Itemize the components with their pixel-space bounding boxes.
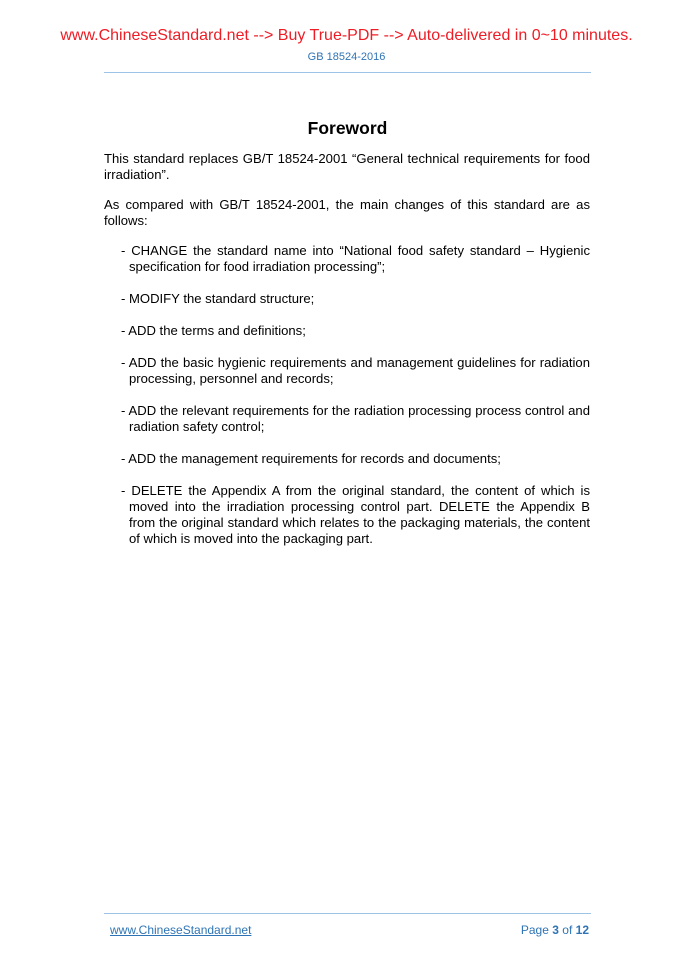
list-item: - DELETE the Appendix A from the original standard, the content of which is moved into the irradiation processing control part. DELETE the Appendix B from the original standard which relates to the packaging materials, the content of which is moved into the packaging part. (121, 483, 590, 546)
footer-website-link[interactable]: www.ChineseStandard.net (110, 923, 252, 937)
changes-list (104, 243, 590, 547)
page-label: Page (520, 923, 549, 937)
page-of-label: of (562, 923, 573, 937)
promo-banner[interactable]: www.ChineseStandard.net --> Buy True-PDF --> Auto-delivered in 0~10 minutes. (60, 27, 633, 44)
foreword-body (104, 151, 590, 563)
changes-intro-paragraph: As compared with GB/T 18524-2001, the main changes of this standard are as follows: (104, 197, 590, 228)
list-item: - CHANGE the standard name into “National food safety standard – Hygienic specification for food irradiation processing”; (121, 243, 590, 274)
footer-divider (104, 913, 591, 914)
total-pages: 12 (575, 923, 589, 937)
current-page: 3 (552, 923, 559, 937)
document-code: GB 18524-2016 (307, 51, 386, 63)
intro-paragraph: This standard replaces GB/T 18524-2001 “General technical requirements for food irradiation”. (104, 151, 590, 182)
page-title: Foreword (307, 118, 388, 138)
list-item: - ADD the terms and definitions; (121, 323, 306, 338)
list-item: - ADD the relevant requirements for the radiation processing process control and radiation safety control; (121, 403, 590, 434)
list-item: - MODIFY the standard structure; (121, 291, 315, 306)
page-number (521, 923, 589, 937)
header-divider (104, 72, 591, 73)
list-item: - ADD the management requirements for records and documents; (121, 451, 501, 466)
list-item: - ADD the basic hygienic requirements and management guidelines for radiation processing, personnel and records; (121, 355, 590, 386)
